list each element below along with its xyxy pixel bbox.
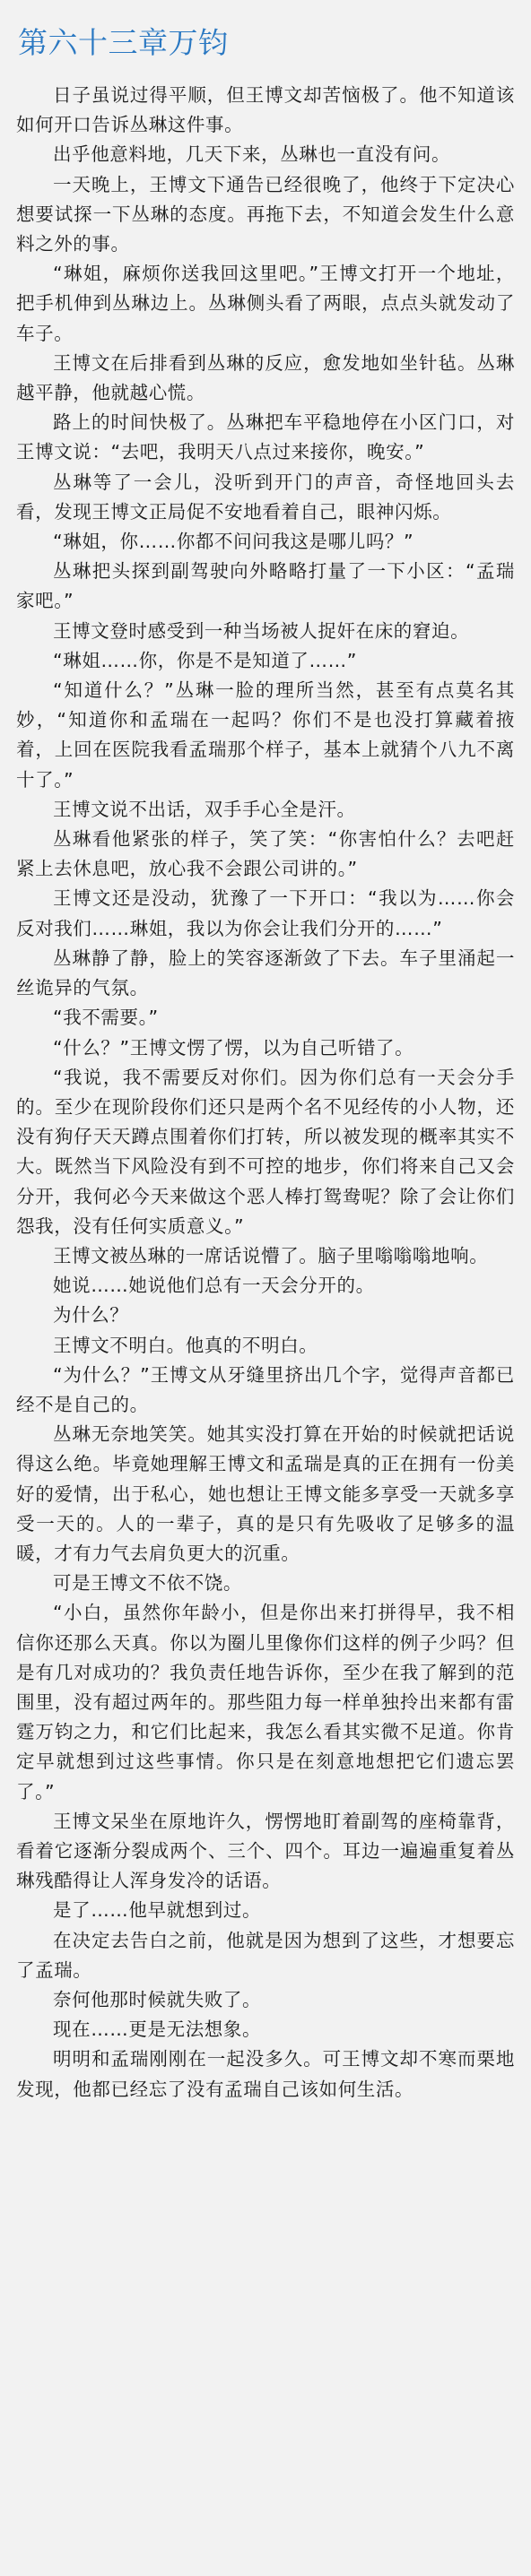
paragraph: 为什么？ — [53, 1304, 129, 1327]
paragraph: 奈何他那时候就失败了。 — [53, 1989, 262, 2010]
paragraph: 日子虽说过得平顺，但王博文却苦恼极了。他不知道该如何开口告诉丛琳这件事。 — [16, 84, 515, 136]
paragraph: “为什么？”王博文从牙缝里挤出几个字，觉得声音都已经不是自己的。 — [16, 1363, 515, 1415]
paragraph: 出乎他意料地，几天下来，丛琳也一直没有问。 — [53, 143, 451, 166]
paragraph: 丛琳静了静，脸上的笑容逐渐敛了下去。车子里涌起一丝诡异的气氛。 — [16, 947, 515, 999]
paragraph: 在决定去告白之前，他就是因为想到了这些，才想要忘了孟瑞。 — [16, 1929, 515, 1981]
paragraph: 王博文还是没动，犹豫了一下开口：“我以为……你会反对我们……琳姐，我以为你会让我们分开的……” — [16, 887, 515, 939]
paragraph: 丛琳看他紧张的样子，笑了笑：“你害怕什么？去吧赶紧上去休息吧，放心我不会跟公司讲的。” — [16, 828, 515, 880]
paragraph: 现在……更是无法想象。 — [53, 2018, 262, 2041]
paragraph: 路上的时间快极了。丛琳把车平稳地停在小区门口，对王博文说：“去吧，我明天八点过来接你，晚安。” — [16, 411, 515, 463]
paragraph: 可是王博文不依不饶。 — [53, 1572, 242, 1595]
paragraph: “知道什么？”丛琳一脸的理所当然，甚至有点莫名其妙，“知道你和孟瑞在一起吗？你们不是也没打算藏着掖着，上回在医院我看孟瑞那个样子，基本上就猜个八九不离十了。” — [16, 679, 515, 791]
paragraph: 她说……她说他们总有一天会分开的。 — [53, 1275, 375, 1297]
paragraph: 王博文在后排看到丛琳的反应，愈发地如坐针毡。丛琳越平静，他就越心慌。 — [16, 351, 515, 404]
paragraph: “我不需要。” — [53, 1007, 159, 1029]
paragraph: 一天晚上，王博文下通告已经很晚了，他终于下定决心想要试探一下丛琳的态度。再拖下去，不知道会发生什么意料之外的事。 — [16, 173, 515, 255]
paragraph: 明明和孟瑞刚刚在一起没多久。可王博文却不寒而栗地发现，他都已经忘了没有孟瑞自己该如何生活。 — [16, 2048, 515, 2100]
paragraph: 是了……他早就想到过。 — [53, 1899, 262, 1922]
paragraph: 王博文登时感受到一种当场被人捉奸在床的窘迫。 — [53, 619, 470, 642]
paragraph: “小白，虽然你年龄小，但是你出来打拼得早，我不相信你还那么天真。你以为圈儿里像你们这样的例子少吗？但是有几对成功的？我负责任地告诉你，至少在我了解到的范围里，没有超过两年的。那些阻力每一样单独拎出来都有雷霆万钧之力，和它们比起来，我怎么看其实微不足道。你肯定早就想到过这些事情。你只是在刻意地想把它们遗忘罢了。” — [16, 1602, 515, 1802]
paragraph: “琳姐，你……你都不问问我这是哪儿吗？” — [53, 531, 414, 553]
paragraph: 王博文被丛琳的一席话说懵了。脑子里嗡嗡嗡地响。 — [53, 1244, 489, 1266]
paragraph: “我说，我不需要反对你们。因为你们总有一天会分手的。至少在现阶段你们还只是两个名不见经传的小人物，还没有狗仔天天蹲点围着你们打转，所以被发现的概率其实不大。既然当下风险没有到不可控的地步，你们将来自己又会分开，我何必今天来做这个恶人棒打鸳鸯呢？除了会让你们怨我，没有任何实质意义。” — [16, 1066, 515, 1237]
paragraph: 王博文不明白。他真的不明白。 — [53, 1334, 318, 1356]
paragraph: 丛琳等了一会儿，没听到开门的声音，奇怪地回头去看，发现王博文正局促不安地看着自己，眼神闪烁。 — [16, 471, 515, 523]
paragraph: “什么？”王博文愣了愣，以为自己听错了。 — [53, 1036, 414, 1059]
chapter-body — [16, 81, 515, 2105]
paragraph: 丛琳把头探到副驾驶向外略略打量了一下小区：“孟瑞家吧。” — [16, 560, 515, 612]
paragraph: 王博文说不出话，双手手心全是汗。 — [53, 798, 356, 820]
paragraph: 丛琳无奈地笑笑。她其实没打算在开始的时候就把话说得这么绝。毕竟她理解王博文和孟瑞是真的正在拥有一份美好的爱情，出于私心，她也想让王博文能多享受一天就多享受一天的。人的一辈子，真的是只有先吸收了足够多的温暖，才有力气去肩负更大的沉重。 — [16, 1423, 515, 1564]
chapter-title: 第六十三章万钧 — [18, 25, 229, 60]
paragraph: “琳姐……你，你是不是知道了……” — [53, 649, 357, 671]
paragraph: “琳姐，麻烦你送我回这里吧。”王博文打开一个地址，把手机伸到丛琳边上。丛琳侧头看了两眼，点点头就发动了车子。 — [16, 263, 515, 344]
paragraph: 王博文呆坐在原地许久，愣愣地盯着副驾的座椅靠背，看着它逐渐分裂成两个、三个、四个。耳边一遍遍重复着丛琳残酷得让人浑身发冷的话语。 — [16, 1810, 515, 1892]
